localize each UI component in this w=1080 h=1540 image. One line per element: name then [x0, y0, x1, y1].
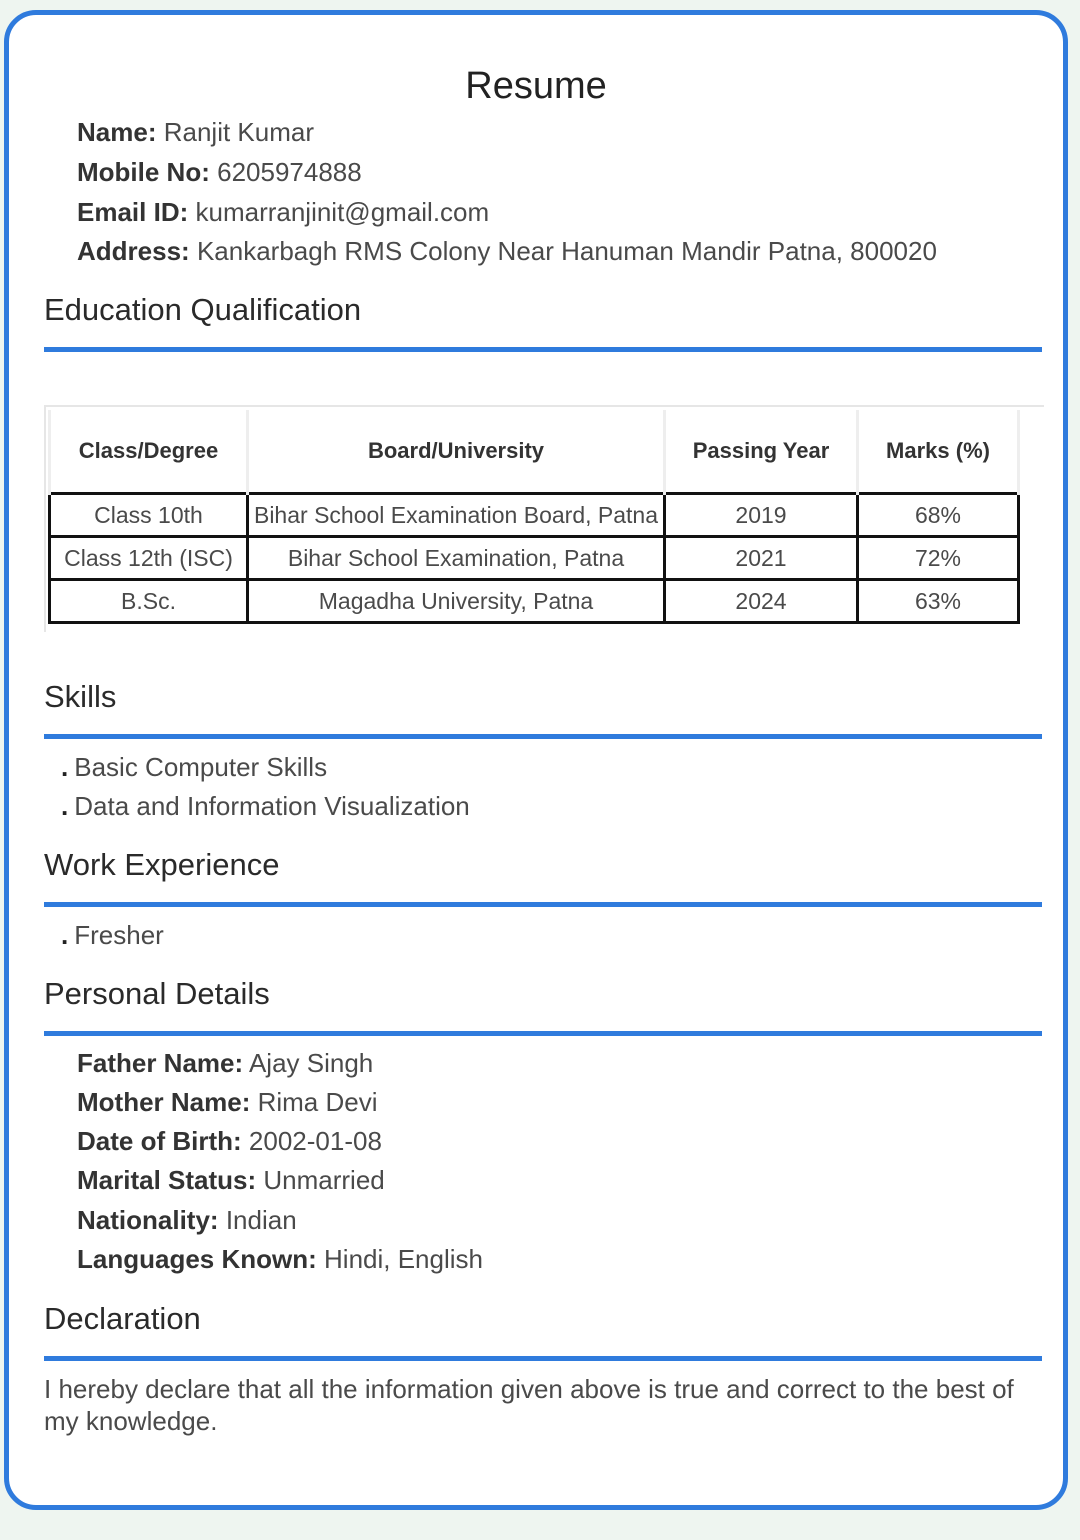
declaration-text: I hereby declare that all the information given above is true and correct to the best of my knowledge. [44, 1374, 1014, 1436]
table-row [50, 537, 1019, 580]
name-label: Name: [77, 117, 157, 147]
declaration-divider [44, 1356, 1042, 1361]
father-value: Ajay Singh [248, 1048, 374, 1078]
table-cell: Class 10th [50, 494, 248, 537]
mother-label: Mother Name: [77, 1087, 251, 1117]
work-divider [44, 902, 1042, 907]
father-label: Father Name: [77, 1048, 244, 1078]
declaration-heading: Declaration [44, 1301, 201, 1336]
nationality-value: Indian [225, 1205, 297, 1235]
table-cell: 72% [858, 537, 1019, 580]
name-row [77, 116, 314, 148]
bullet-dot: . [61, 920, 69, 950]
mobile-row [77, 156, 362, 188]
list-item [61, 751, 327, 783]
marital-row [77, 1164, 385, 1196]
education-table-container [44, 405, 1044, 632]
work-heading: Work Experience [44, 847, 280, 882]
column-header: Board/University [248, 410, 665, 494]
skill-text: Data and Information Visualization [74, 791, 470, 821]
list-item [61, 790, 470, 822]
table-cell: B.Sc. [50, 580, 248, 623]
table-row [50, 494, 1019, 537]
languages-value: Hindi, English [324, 1244, 483, 1274]
skills-divider [44, 734, 1042, 739]
address-label: Address: [77, 236, 190, 266]
table-cell: 2019 [665, 494, 858, 537]
table-cell: 63% [858, 580, 1019, 623]
email-value: kumarranjinit@gmail.com [195, 197, 490, 227]
marital-label: Marital Status: [77, 1165, 257, 1195]
education-heading: Education Qualification [44, 292, 362, 327]
mobile-value: 6205974888 [217, 157, 362, 187]
table-cell: Bihar School Examination, Patna [248, 537, 665, 580]
table-cell: 68% [858, 494, 1019, 537]
nationality-row [77, 1204, 297, 1236]
dob-row [77, 1125, 382, 1157]
column-header: Marks (%) [858, 410, 1019, 494]
skill-text: Basic Computer Skills [74, 752, 328, 782]
page-title: Resume [465, 65, 607, 107]
address-row [77, 235, 937, 267]
mobile-label: Mobile No: [77, 157, 210, 187]
address-value: Kankarbagh RMS Colony Near Hanuman Mandir Patna, 800020 [196, 236, 937, 266]
father-row [77, 1047, 373, 1079]
education-divider [44, 347, 1042, 352]
mother-value: Rima Devi [257, 1087, 378, 1117]
table-cell: Class 12th (ISC) [50, 537, 248, 580]
work-text: Fresher [74, 920, 164, 950]
marital-value: Unmarried [263, 1165, 385, 1195]
name-value: Ranjit Kumar [163, 117, 314, 147]
column-header: Passing Year [665, 410, 858, 494]
nationality-label: Nationality: [77, 1205, 219, 1235]
email-row [77, 196, 489, 228]
table-cell: 2024 [665, 580, 858, 623]
bullet-dot: . [61, 791, 69, 821]
table-cell: 2021 [665, 537, 858, 580]
email-label: Email ID: [77, 197, 189, 227]
languages-label: Languages Known: [77, 1244, 317, 1274]
bullet-dot: . [61, 752, 69, 782]
dob-value: 2002-01-08 [248, 1126, 382, 1156]
personal-divider [44, 1031, 1042, 1036]
personal-heading: Personal Details [44, 976, 270, 1011]
languages-row [77, 1243, 483, 1275]
table-cell: Bihar School Examination Board, Patna [248, 494, 665, 537]
dob-label: Date of Birth: [77, 1126, 242, 1156]
table-cell: Magadha University, Patna [248, 580, 665, 623]
mother-row [77, 1086, 378, 1118]
list-item [61, 919, 164, 951]
skills-heading: Skills [44, 679, 117, 714]
table-row [50, 580, 1019, 623]
table-header-row [50, 410, 1019, 494]
education-table [48, 410, 1020, 624]
resume-card [4, 10, 1068, 1510]
column-header: Class/Degree [50, 410, 248, 494]
